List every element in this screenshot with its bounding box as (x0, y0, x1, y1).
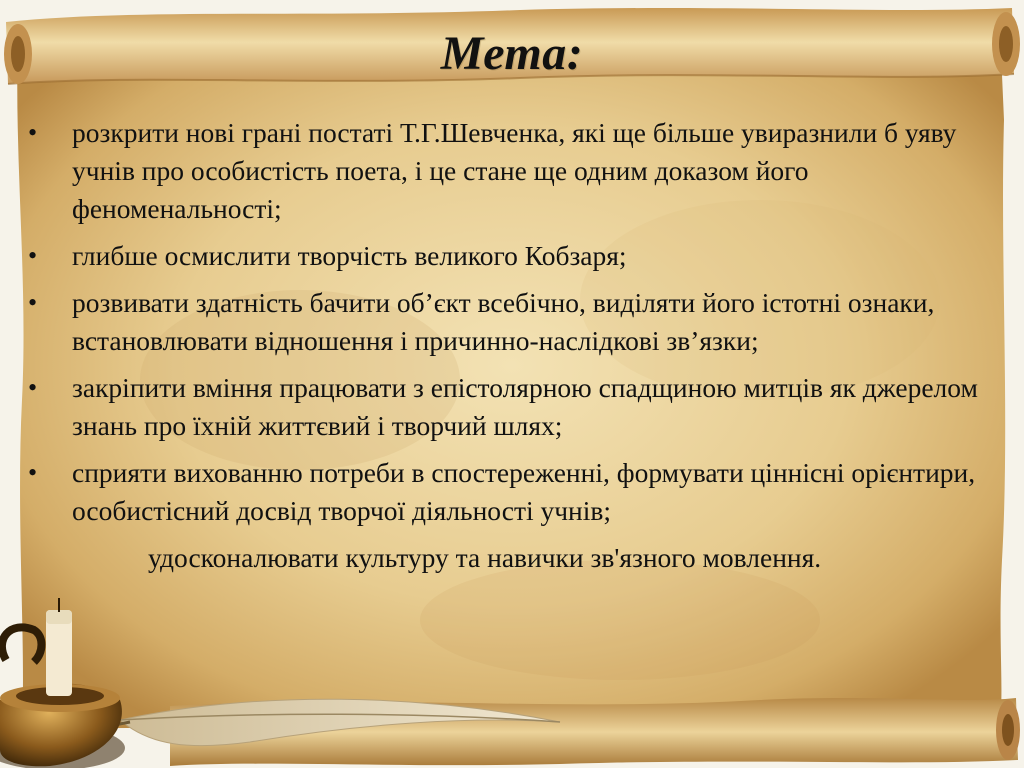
list-item-text: удосконалювати культуру та навички зв'язного мовлення. (148, 542, 822, 573)
list-item-text: закріпити вміння працювати з епістолярною спадщиною митців як джерелом знань про їхній життєвий і творчий шлях; (72, 372, 978, 441)
goals-list (28, 114, 1008, 577)
list-item (28, 539, 1008, 577)
list-item (28, 114, 1008, 228)
list-item-text: розкрити нові грані постаті Т.Г.Шевченка, які ще більше увиразнили б уяву учнів про особистість поета, і це стане ще одним доказом його феноменальності; (72, 117, 957, 224)
list-item (28, 369, 1008, 445)
bullet-marker: • (28, 458, 38, 487)
list-item (28, 237, 1008, 275)
list-item-text: розвивати здатність бачити об’єкт всебічно, виділяти його істотні ознаки, встановлювати відношення і причинно-наслідкові зв’язки; (72, 287, 935, 356)
list-item-text: глибше осмислити творчість великого Кобзаря; (72, 240, 627, 271)
list-item (28, 284, 1008, 360)
bullet-marker: • (28, 288, 38, 317)
slide-title: Мета: (440, 27, 584, 80)
list-item (28, 454, 1008, 530)
bullet-marker: • (28, 118, 38, 147)
bullet-marker: • (28, 241, 38, 270)
list-item-text: сприяти вихованню потреби в спостереженні, формувати ціннісні орієнтири, особистісний досвід творчої діяльності учнів; (72, 457, 976, 526)
bullet-marker: • (28, 373, 38, 402)
